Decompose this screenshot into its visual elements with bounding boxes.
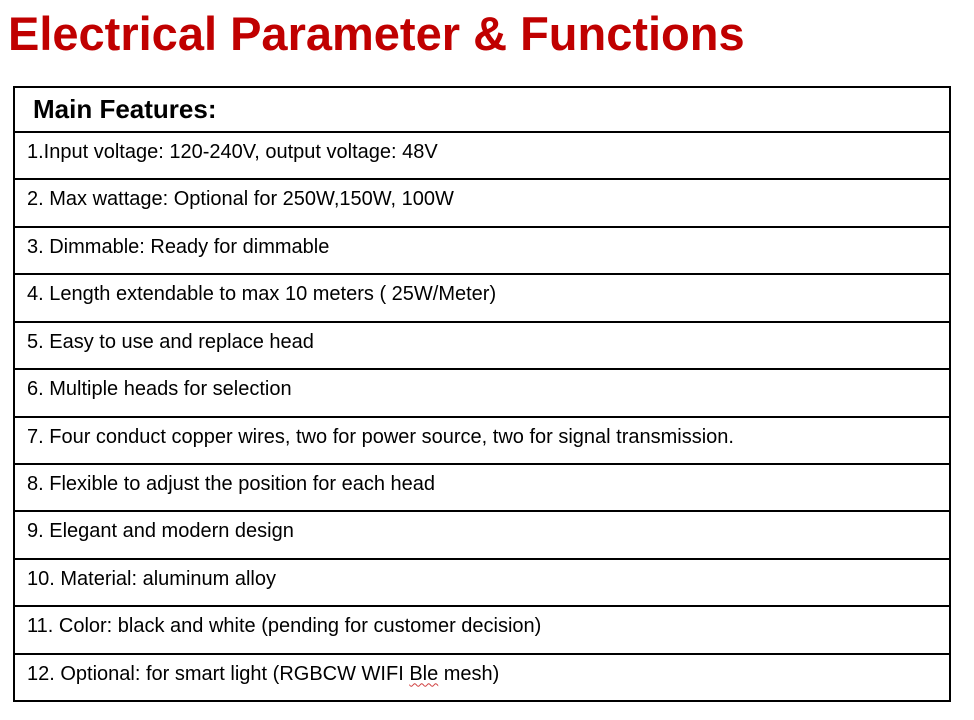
feature-row-3: 3. Dimmable: Ready for dimmable: [15, 228, 949, 275]
table-header: Main Features:: [15, 88, 949, 133]
feature-row-2: 2. Max wattage: Optional for 250W,150W, 100W: [15, 180, 949, 227]
feature-list: [15, 133, 949, 700]
feature-row-9: 9. Elegant and modern design: [15, 512, 949, 559]
page-title: Electrical Parameter & Functions: [8, 7, 745, 60]
feature-row-4: 4. Length extendable to max 10 meters ( 25W/Meter): [15, 275, 949, 322]
main-features-table: [13, 86, 951, 702]
feature-row-12-text-end: mesh): [438, 662, 500, 685]
feature-row-8: 8. Flexible to adjust the position for each head: [15, 465, 949, 512]
feature-row-1: 1.Input voltage: 120-240V, output voltage: 48V: [15, 133, 949, 180]
feature-row-10: 10. Material: aluminum alloy: [15, 560, 949, 607]
feature-row-12: [15, 655, 949, 700]
feature-row-12-text-start: 12. Optional: for smart light (RGBCW WIFI: [27, 662, 410, 685]
feature-row-11: 11. Color: black and white (pending for customer decision): [15, 607, 949, 654]
feature-row-5: 5. Easy to use and replace head: [15, 323, 949, 370]
spellcheck-flagged-word: Ble: [409, 662, 439, 685]
feature-row-6: 6. Multiple heads for selection: [15, 370, 949, 417]
feature-row-7: 7. Four conduct copper wires, two for power source, two for signal transmission.: [15, 418, 949, 465]
